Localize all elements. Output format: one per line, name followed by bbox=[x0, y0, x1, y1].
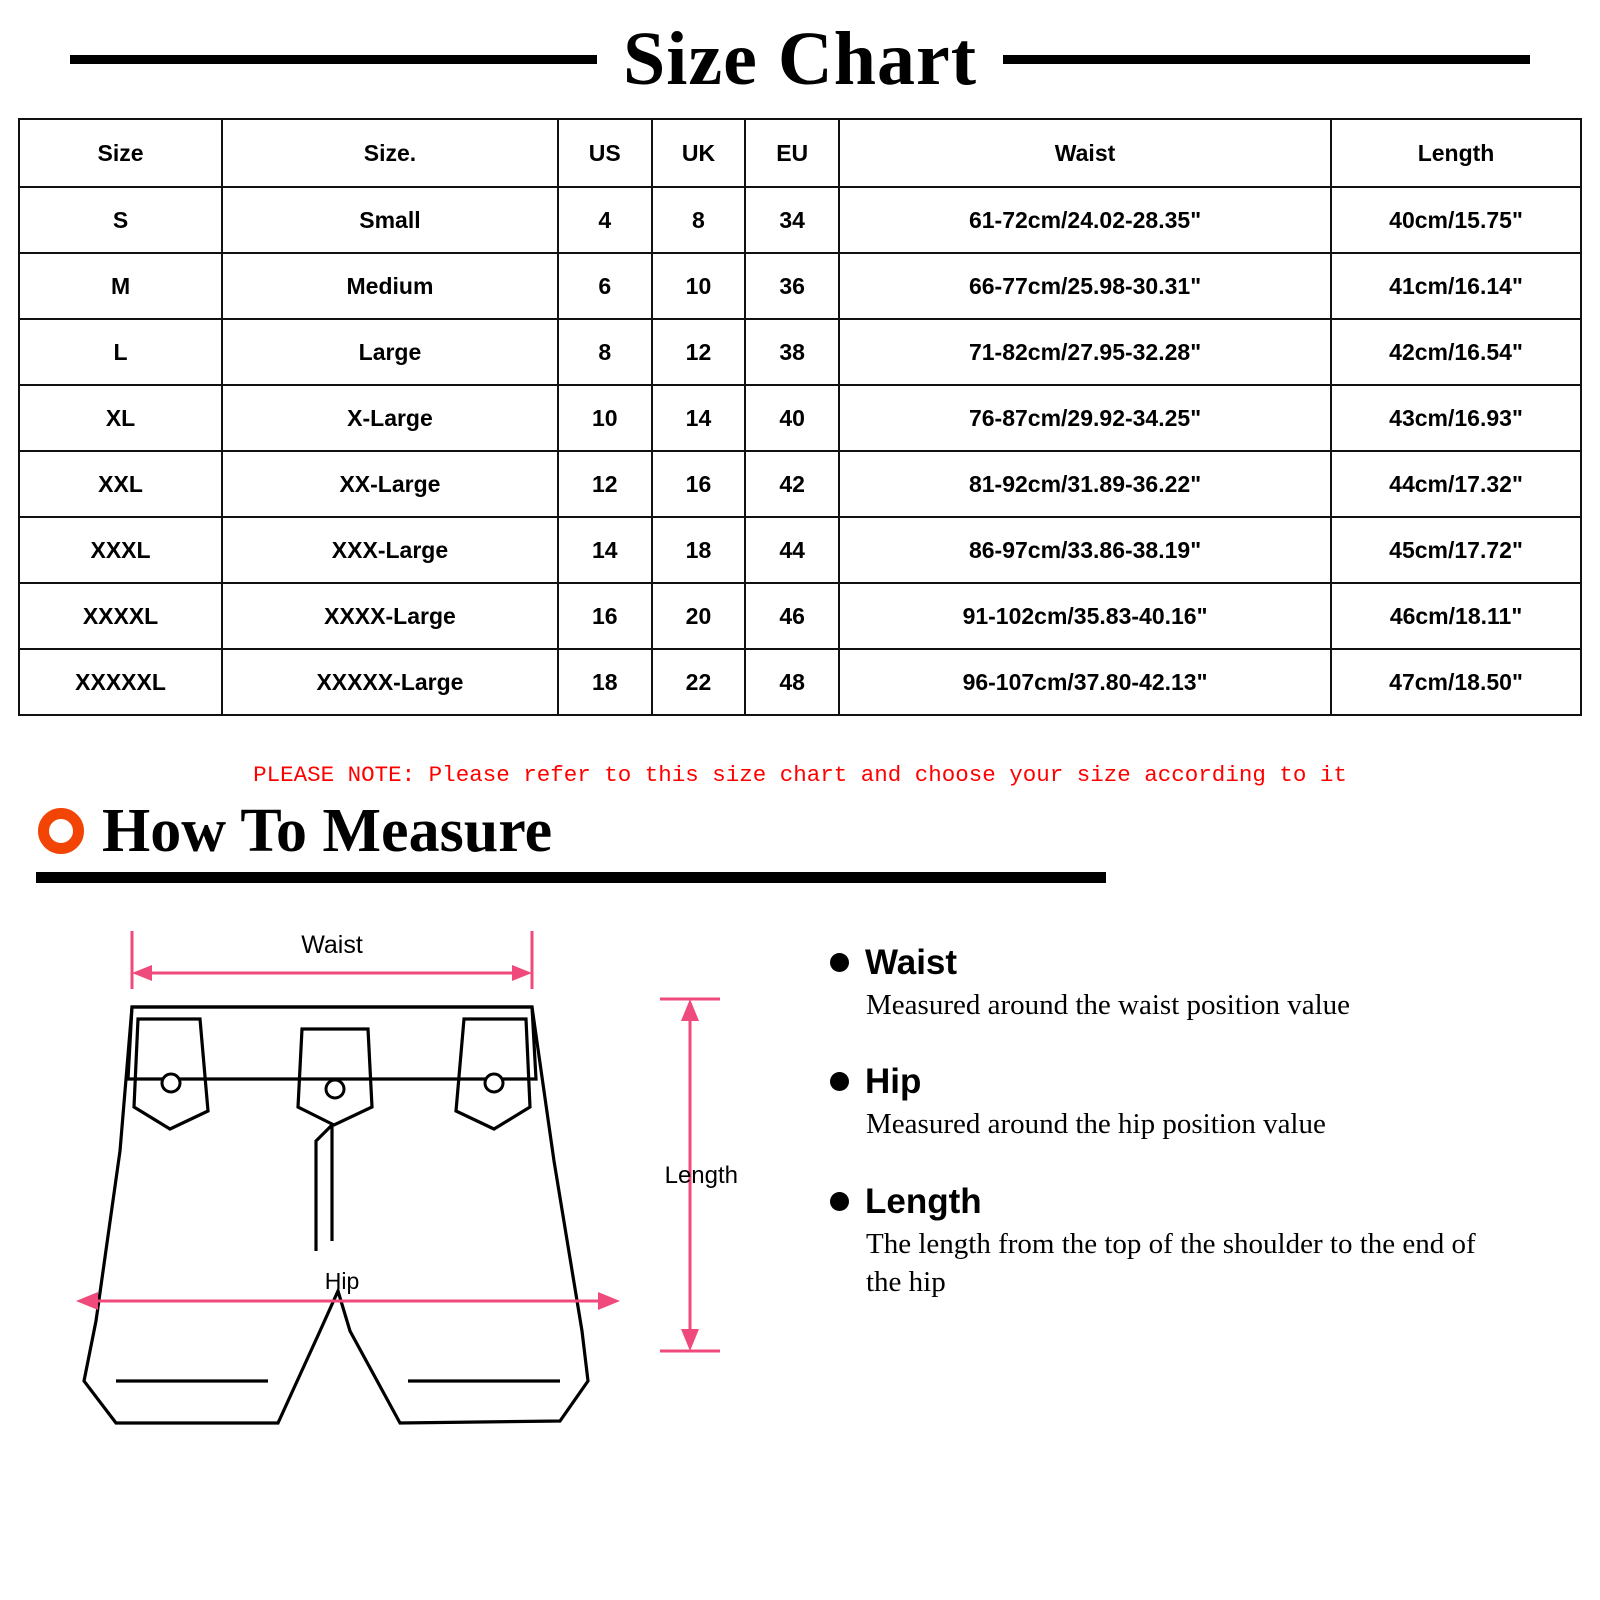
cell-size: XXXXXL bbox=[19, 649, 222, 715]
how-to-measure-block bbox=[0, 797, 1600, 883]
cell-waist: 76-87cm/29.92-34.25" bbox=[839, 385, 1331, 451]
cell-uk: 12 bbox=[652, 319, 746, 385]
cell-waist: 86-97cm/33.86-38.19" bbox=[839, 517, 1331, 583]
measure-section bbox=[0, 911, 1600, 1476]
legend-desc-length: The length from the top of the shoulder to the end of the hip bbox=[866, 1227, 1476, 1298]
cell-eu: 36 bbox=[745, 253, 839, 319]
cell-waist: 91-102cm/35.83-40.16" bbox=[839, 583, 1331, 649]
cell-uk: 20 bbox=[652, 583, 746, 649]
legend-item-waist bbox=[830, 945, 1580, 1024]
legend-title-length: Length bbox=[865, 1181, 982, 1221]
table-row bbox=[19, 253, 1581, 319]
column-header-size: Size bbox=[19, 119, 222, 187]
cell-us: 4 bbox=[558, 187, 652, 253]
page-title: Size Chart bbox=[622, 17, 978, 101]
cell-length: 45cm/17.72" bbox=[1331, 517, 1581, 583]
cell-length: 47cm/18.50" bbox=[1331, 649, 1581, 715]
cell-length: 40cm/15.75" bbox=[1331, 187, 1581, 253]
title-rule-right bbox=[1003, 55, 1530, 64]
shorts-diagram-svg bbox=[20, 911, 800, 1471]
cell-size: M bbox=[19, 253, 222, 319]
cell-size: XXXL bbox=[19, 517, 222, 583]
cell-uk: 10 bbox=[652, 253, 746, 319]
cell-size-long: XXX-Large bbox=[222, 517, 558, 583]
cell-uk: 18 bbox=[652, 517, 746, 583]
please-note-text: PLEASE NOTE: Please refer to this size chart and choose your size according to it bbox=[253, 762, 1347, 788]
bullet-icon bbox=[830, 953, 849, 972]
cell-waist: 61-72cm/24.02-28.35" bbox=[839, 187, 1331, 253]
cell-waist: 96-107cm/37.80-42.13" bbox=[839, 649, 1331, 715]
table-header-row bbox=[19, 119, 1581, 187]
column-header-us: US bbox=[558, 119, 652, 187]
column-header-waist: Waist bbox=[839, 119, 1331, 187]
column-header-eu: EU bbox=[745, 119, 839, 187]
cell-uk: 16 bbox=[652, 451, 746, 517]
cell-us: 12 bbox=[558, 451, 652, 517]
column-header-length: Length bbox=[1331, 119, 1581, 187]
cell-us: 10 bbox=[558, 385, 652, 451]
how-to-measure-underline bbox=[36, 872, 1106, 883]
size-chart-table-wrap bbox=[0, 118, 1600, 716]
legend-title-waist: Waist bbox=[865, 943, 958, 982]
page-title-row bbox=[0, 0, 1600, 118]
size-chart-table bbox=[18, 118, 1582, 716]
legend-item-length bbox=[830, 1181, 1580, 1302]
cell-waist: 71-82cm/27.95-32.28" bbox=[839, 319, 1331, 385]
table-row bbox=[19, 583, 1581, 649]
legend-desc-waist: Measured around the waist position value bbox=[866, 989, 1351, 1021]
cell-size-long: Medium bbox=[222, 253, 558, 319]
cell-eu: 48 bbox=[745, 649, 839, 715]
diagram-label-waist: Waist bbox=[301, 931, 363, 959]
table-row bbox=[19, 319, 1581, 385]
cell-size: XXL bbox=[19, 451, 222, 517]
cell-eu: 38 bbox=[745, 319, 839, 385]
cell-eu: 46 bbox=[745, 583, 839, 649]
cell-size: XL bbox=[19, 385, 222, 451]
cell-eu: 42 bbox=[745, 451, 839, 517]
cell-us: 18 bbox=[558, 649, 652, 715]
cell-waist: 81-92cm/31.89-36.22" bbox=[839, 451, 1331, 517]
cell-size-long: XX-Large bbox=[222, 451, 558, 517]
table-row bbox=[19, 187, 1581, 253]
table-row bbox=[19, 649, 1581, 715]
table-row bbox=[19, 451, 1581, 517]
how-to-measure-heading: How To Measure bbox=[102, 797, 553, 865]
cell-size-long: X-Large bbox=[222, 385, 558, 451]
cell-size-long: XXXXX-Large bbox=[222, 649, 558, 715]
cell-us: 8 bbox=[558, 319, 652, 385]
shorts-diagram bbox=[20, 911, 810, 1476]
cell-eu: 40 bbox=[745, 385, 839, 451]
cell-us: 14 bbox=[558, 517, 652, 583]
ring-icon bbox=[38, 808, 84, 854]
cell-eu: 34 bbox=[745, 187, 839, 253]
bullet-icon bbox=[830, 1192, 849, 1211]
cell-length: 42cm/16.54" bbox=[1331, 319, 1581, 385]
cell-size-long: Small bbox=[222, 187, 558, 253]
cell-length: 41cm/16.14" bbox=[1331, 253, 1581, 319]
cell-eu: 44 bbox=[745, 517, 839, 583]
diagram-label-hip: Hip bbox=[324, 1268, 360, 1294]
column-header-uk: UK bbox=[652, 119, 746, 187]
cell-size-long: Large bbox=[222, 319, 558, 385]
cell-us: 6 bbox=[558, 253, 652, 319]
cell-size-long: XXXX-Large bbox=[222, 583, 558, 649]
cell-uk: 8 bbox=[652, 187, 746, 253]
cell-us: 16 bbox=[558, 583, 652, 649]
title-rule-left bbox=[70, 55, 597, 64]
cell-size: L bbox=[19, 319, 222, 385]
cell-length: 46cm/18.11" bbox=[1331, 583, 1581, 649]
cell-size: S bbox=[19, 187, 222, 253]
legend-item-hip bbox=[830, 1064, 1580, 1143]
cell-size: XXXXL bbox=[19, 583, 222, 649]
cell-uk: 22 bbox=[652, 649, 746, 715]
legend-desc-hip: Measured around the hip position value bbox=[866, 1108, 1326, 1141]
legend-title-hip: Hip bbox=[865, 1062, 922, 1102]
cell-length: 43cm/16.93" bbox=[1331, 385, 1581, 451]
bullet-icon bbox=[830, 1072, 849, 1091]
cell-waist: 66-77cm/25.98-30.31" bbox=[839, 253, 1331, 319]
table-row bbox=[19, 517, 1581, 583]
diagram-label-length: Length bbox=[664, 1162, 738, 1189]
cell-uk: 14 bbox=[652, 385, 746, 451]
column-header-size-long: Size. bbox=[222, 119, 558, 187]
measure-legend bbox=[810, 911, 1580, 1476]
cell-length: 44cm/17.32" bbox=[1331, 451, 1581, 517]
table-row bbox=[19, 385, 1581, 451]
